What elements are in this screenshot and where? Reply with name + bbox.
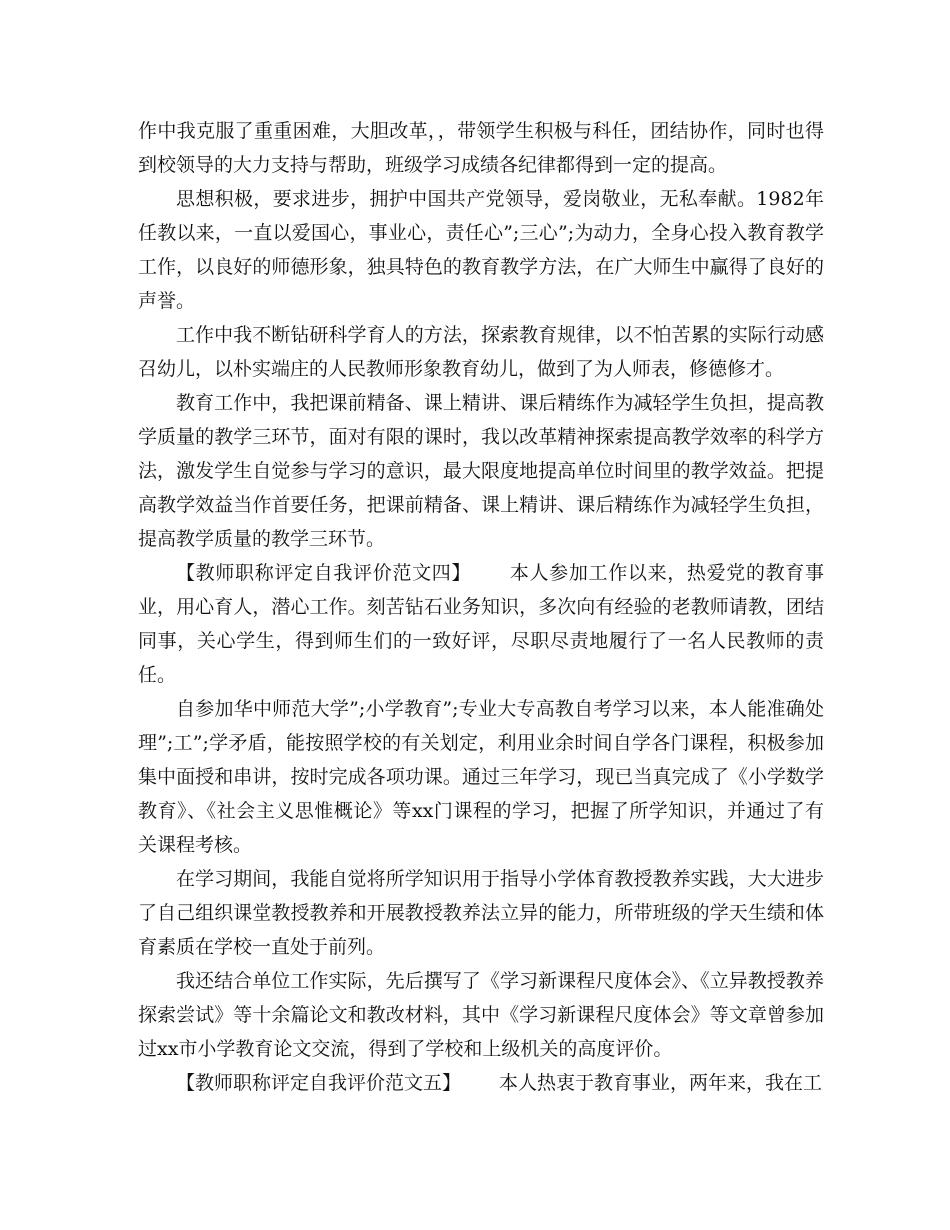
paragraph-text: 思想积极，要求进步，拥护中国共产党领导，爱岗敬业，无私奉献。1982年任教以来，一直以爱国心，事业心，责任心”;三心”;为动力，全身心投入教育教学工作，以良好的师德形象，独具特色的教育教学方法，在广大师生中赢得了良好的声誉。 (138, 188, 824, 312)
paragraph-4 (138, 386, 824, 556)
section-heading: 【教师职称评定自我评价范文五】 (176, 1072, 462, 1094)
paragraph-2 (138, 182, 824, 318)
paragraph-5 (138, 556, 824, 692)
paragraph-text: 工作中我不断钻研科学育人的方法，探索教育规律，以不怕苦累的实际行动感召幼儿，以朴实端庄的人民教师形象教育幼儿，做到了为人师表，修德修才。 (138, 324, 824, 380)
paragraph-text: 本人参加工作以来，热爱党的教育事业，用心育人，潜心工作。刻苦钻石业务知识，多次向有经验的老教师请教，团结同事，关心学生，得到师生们的一致好评，尽职尽责地履行了一名人民教师的责任。 (138, 562, 824, 686)
paragraph-text: 作中我克服了重重困难，大胆改革，，带领学生积极与科任，团结协作，同时也得到校领导的大力支持与帮助，班级学习成绩各纪律都得到一定的提高。 (138, 120, 824, 176)
paragraph-text: 本人热衷于教育事业，两年来，我在工 (499, 1072, 823, 1094)
paragraph-8 (138, 964, 824, 1066)
section-heading: 【教师职称评定自我评价范文四】 (176, 562, 472, 584)
paragraph-1 (138, 114, 824, 182)
paragraph-3 (138, 318, 824, 386)
paragraph-text: 教育工作中，我把课前精备、课上精讲、课后精练作为减轻学生负担，提高教学质量的教学三环节，面对有限的课时，我以改革精神探索提高教学效率的科学方法，激发学生自觉参与学习的意识，最大限度地提高单位时间里的教学效益。把提高教学效益当作首要任务，把课前精备、课上精讲、课后精练作为减轻学生负担，提高教学质量的教学三环节。 (138, 392, 824, 550)
paragraph-6 (138, 692, 824, 862)
paragraph-text: 在学习期间，我能自觉将所学知识用于指导小学体育教授教养实践，大大进步了自己组织课堂教授教养和开展教授教养法立异的能力，所带班级的学天生绩和体育素质在学校一直处于前列。 (138, 868, 824, 958)
paragraph-7 (138, 862, 824, 964)
paragraph-text: 自参加华中师范大学”;小学教育”;专业大专高教自考学习以来，本人能准确处理”;工”;学矛盾，能按照学校的有关划定，利用业余时间自学各门课程，积极参加集中面授和串讲，按时完成各项功课。通过三年学习，现已当真完成了《小学数学教育》、《社会主义思惟概论》等xx门课程的学习，把握了所学知识，并通过了有关课程考核。 (138, 698, 824, 856)
paragraph-text: 我还结合单位工作实际，先后撰写了《学习新课程尺度体会》、《立异教授教养探索尝试》等十余篇论文和教改材料，其中《学习新课程尺度体会》等文章曾参加过xx市小学教育论文交流，得到了学校和上级机关的高度评价。 (138, 970, 824, 1060)
paragraph-9 (138, 1066, 824, 1100)
document-body (138, 114, 824, 1100)
